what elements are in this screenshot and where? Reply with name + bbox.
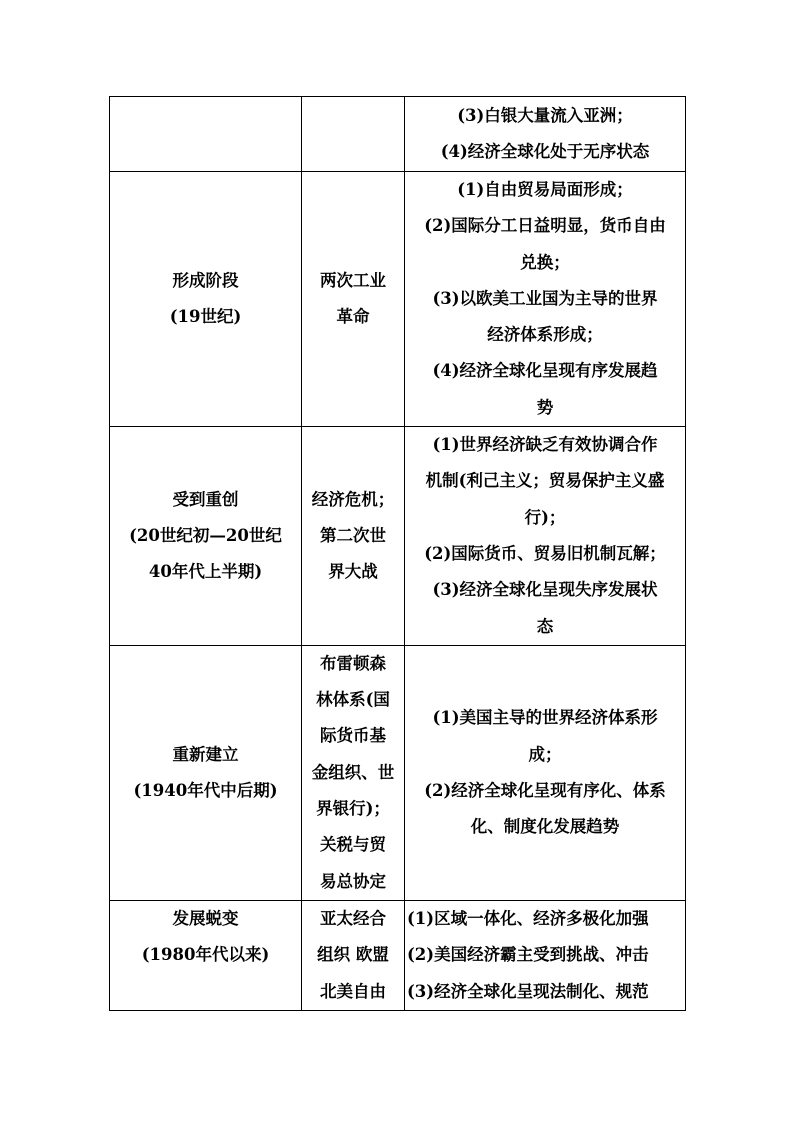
stage-cell [110,172,302,427]
features-line: 势 [536,397,554,417]
factor-cell [302,172,405,427]
features-line: 态 [536,616,554,636]
stage-name: 受到重创 [172,489,239,509]
stage-period: (1980年代以来) [141,945,270,965]
features-line: 行)； [524,507,566,527]
features-line: (3)白银大量流入亚洲； [457,105,633,125]
features-line: (4)经济全球化处于无序状态 [440,142,650,161]
table-row [110,900,686,1010]
table-row [110,427,686,646]
features-line: (1)区域一体化、经济多极化加强 [407,908,649,928]
features-line: (2)经济全球化呈现有序化、体系 [424,780,666,800]
stage-cell [110,427,302,646]
stage-cell [110,900,302,1010]
features-line: (3)经济全球化呈现法制化、规范 [407,981,649,1001]
factor-line: 亚太经合 [320,908,386,928]
features-cell [405,427,686,646]
factor-cell [302,900,405,1010]
factor-line: 林体系(国 [316,690,390,710]
factor-line: 金组织、世 [311,762,395,782]
stage-name: 重新建立 [172,744,239,764]
factor-line: 关税与贸 [320,835,386,855]
factor-line: 布雷顿森 [320,653,386,673]
features-line: (2)国际分工日益明显，货币自由 [424,216,666,236]
stage-name: 发展蜕变 [172,908,239,928]
factor-cell [302,645,405,900]
features-line: (3)以欧美工业国为主导的世界 [432,288,658,308]
features-line: (4)经济全球化呈现有序发展趋 [432,361,658,381]
features-cell [405,97,686,172]
features-line: 化、制度化发展趋势 [470,817,620,837]
factor-line: 组织 欧盟 [317,945,389,965]
factor-line: 两次工业 [320,270,386,290]
features-cell [405,900,686,1010]
factor-line: 革命 [336,307,370,327]
features-line: (2)美国经济霸主受到挑战、冲击 [407,945,649,965]
features-line: (1)自由贸易局面形成； [457,180,633,199]
factor-cell [302,427,405,646]
features-cell [405,172,686,427]
factor-line: 界银行)； [316,799,390,819]
features-line: (1)美国主导的世界经济体系形 [432,708,658,728]
features-line: 成； [528,744,562,764]
features-line: 机制(利己主义；贸易保护主义盛 [425,471,665,491]
features-cell [405,645,686,900]
factor-line: 经济危机； [311,489,395,509]
factor-cell [302,97,405,172]
factor-line: 际货币基 [320,726,386,746]
factor-line: 易总协定 [320,871,386,891]
features-line: (1)世界经济缺乏有效协调合作 [432,435,658,455]
factor-line: 界大战 [328,562,378,582]
stage-name: 形成阶段 [172,270,239,290]
features-line: 经济体系形成； [487,325,603,345]
stage-cell [110,97,302,172]
features-line: 兑换； [520,252,570,272]
stage-period: 40年代上半期) [148,562,263,582]
stage-cell [110,645,302,900]
stage-period: (20世纪初—20世纪 [129,525,282,545]
stage-period: (1940年代中后期) [133,780,278,800]
features-line: (3)经济全球化呈现失序发展状 [432,580,658,600]
features-line: (2)国际货币、贸易旧机制瓦解； [424,543,666,563]
stage-period: (19世纪) [169,307,242,327]
factor-line: 第二次世 [320,525,386,545]
table-row [110,172,686,427]
factor-line: 北美自由 [320,981,386,1001]
table-row [110,645,686,900]
table-row [110,97,686,172]
globalization-stages-table [109,96,686,1011]
